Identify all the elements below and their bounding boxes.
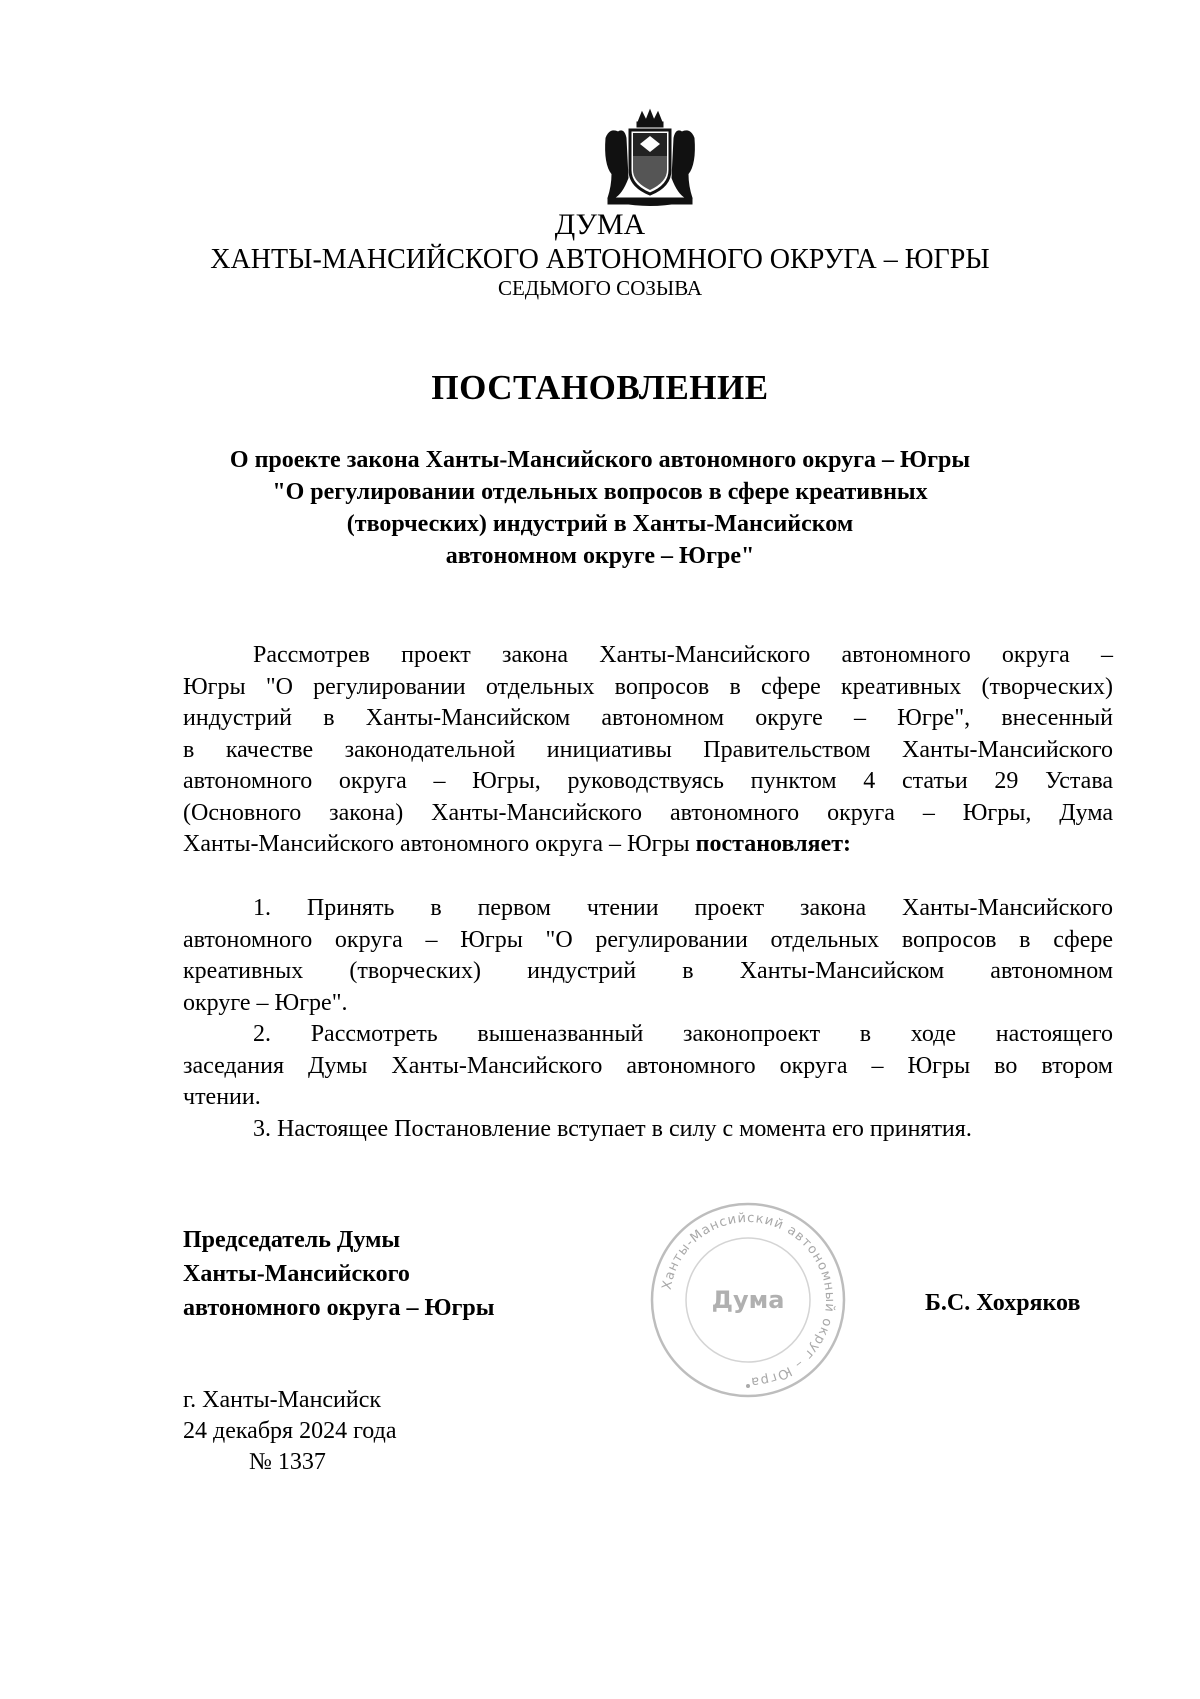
body-line-text: Ханты-Мансийского автономного округа – Югры [183,831,690,857]
signer-position [183,1223,494,1325]
preamble-paragraph [183,640,1113,861]
convocation: СЕДЬМОГО СОЗЫВА [497,276,703,300]
signer-name: Б.С. Хохряков [925,1290,1081,1316]
item-2-line: 2. Рассмотреть вышеназванный законопроект в ходе настоящего [253,1021,1113,1047]
signer-position-line: автономного округа – Югры [183,1295,495,1321]
coat-of-arms-emblem-icon [600,108,700,208]
body-line: индустрий в Ханты-Мансийском автономном округе – Югре", внесенный [183,705,1113,731]
place-date-number [183,1385,396,1478]
item-2-line: чтении. [183,1084,261,1110]
subject-line: автономном округе – Югре" [445,543,755,569]
resolution-items [183,893,1113,1145]
svg-text:Дума: Дума [711,1286,785,1314]
item-2-line: заседания Думы Ханты-Мансийского автономного округа – Югры во втором [183,1052,1113,1079]
document-type-title: ПОСТАНОВЛЕНИЕ [431,368,769,407]
region-name: ХАНТЫ-МАНСИЙСКОГО АВТОНОМНОГО ОКРУГА – ЮГРЫ [210,244,990,275]
document-subject [0,444,1200,572]
item-1-line: округе – Югре". [183,989,348,1016]
body-line: (Основного закона) Ханты-Мансийского автономного округа – Югры, Дума [183,799,1113,826]
body-line: автономного округа – Югры, руководствуясь пунктом 4 статьи 29 Устава [183,768,1113,794]
resolves-keyword: постановляет: [695,831,851,857]
document-number: № 1337 [249,1449,326,1475]
body-line: в качестве законодательной инициативы Правительством Ханты-Мансийского [183,736,1113,763]
city: г. Ханты-Мансийск [183,1387,382,1413]
item-1-line: креативных (творческих) индустрий в Ханты-Мансийском автономном [183,958,1113,984]
signer-position-line: Председатель Думы [183,1227,401,1253]
item-1-line: 1. Принять в первом чтении проект закона Ханты-Мансийского [253,895,1113,921]
item-1-line: автономного округа – Югры "О регулировании отдельных вопросов в сфере [183,926,1113,953]
date: 24 декабря 2024 года [183,1418,397,1444]
official-seal-stamp [648,1200,848,1400]
item-3-line: 3. Настоящее Постановление вступает в силу с момента его принятия. [253,1115,972,1142]
body-line: Югры "О регулировании отдельных вопросов в сфере креативных (творческих) [183,673,1113,700]
body-line: Рассмотрев проект закона Ханты-Мансийского автономного округа – [253,642,1113,668]
body-line-last [183,829,1113,861]
subject-line: О проекте закона Ханты-Мансийского автономного округа – Югры [229,447,971,473]
subject-line: "О регулировании отдельных вопросов в сфере креативных [272,479,928,505]
signer-position-line: Ханты-Мансийского [183,1261,410,1287]
organization-name: ДУМА [554,208,646,241]
svg-text:Ханты-Мансийский автономный ок: Ханты-Мансийский автономный округ – Югра [659,1210,838,1390]
subject-line: (творческих) индустрий в Ханты-Мансийском [346,511,854,537]
